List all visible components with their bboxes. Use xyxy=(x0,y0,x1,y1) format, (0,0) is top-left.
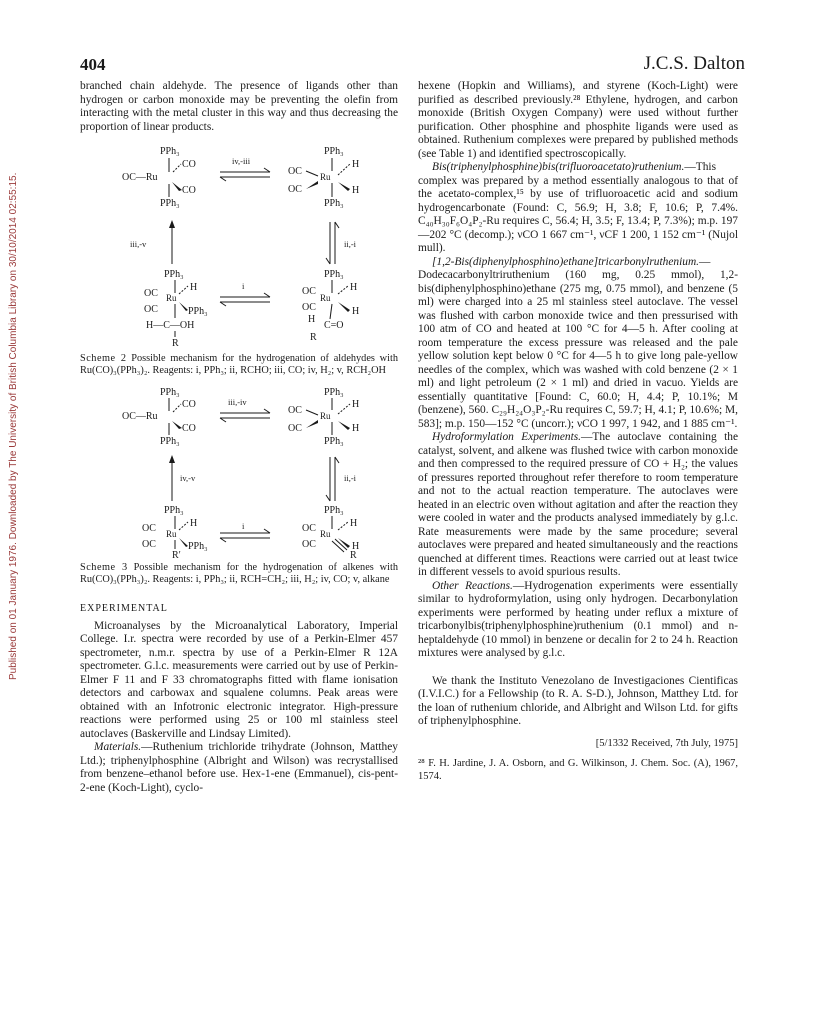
scheme-3-caption-text: Possible mechanism for the hydrogenation of alkenes with Ru(CO)₃(PPh₃)₂. Reagents: i, PPh₃; ii, RCH=CH₂; iii, H₂; iv, CO; v, alkane xyxy=(80,562,398,585)
s3-d-top: PPh₃ xyxy=(324,505,344,516)
p2-text: —This complex was prepared by a method essentially analogous to that of the acetato-complex,¹⁵ by use of trifluoroacetic acid and sodium hydrogencarbonate (Found: C, 56.9; H, 3.8; F, 10.6; P, 7.4%. C₄₀H₃₀F₆O₄P₂-Ru requires C, 56.4; H, 3.5; F, 13.4; P, 7.3%); m.p. 197—202 °C (decomp.); νCO 1 667 cm⁻¹, νCF 1 200, 1 152 cm⁻¹ (Nujol mull). xyxy=(418,161,738,254)
scheme-2-caption-text: Possible mechanism for the hydrogenation of aldehydes with Ru(CO)₃(PPh₃)₂. Reagents: i, PPh₃; ii, RCHO; iii, CO; iv, H₂; v, RCH₂OH xyxy=(80,353,398,376)
reference-28: ²⁸ F. H. Jardine, J. A. Osborn, and G. Wilkinson, J. Chem. Soc. (A), 1967, 1574. xyxy=(418,758,738,782)
s3-d-oc2: OC xyxy=(302,539,316,550)
s3-a-co2: CO xyxy=(182,423,196,434)
journal-title: J.C.S. Dalton xyxy=(643,53,745,74)
s2-b-ru: Ru xyxy=(320,172,331,182)
scheme-3-caption-head: Scheme 3 xyxy=(80,562,128,573)
materials-paragraph xyxy=(80,741,398,795)
s3-arrow-right-label: ii,-i xyxy=(344,473,357,483)
s2-b-h1: H xyxy=(352,159,360,170)
experimental-heading: EXPERIMENTAL xyxy=(80,603,168,614)
s2-c-oc: OC xyxy=(144,288,158,299)
right-paragraph-2 xyxy=(418,161,738,256)
s2-d-h2: H xyxy=(352,306,360,317)
s3-d-h: H xyxy=(350,518,358,529)
right-column xyxy=(418,80,738,783)
right-paragraph-4 xyxy=(418,431,738,580)
s2-b-oc2: OC xyxy=(288,184,302,195)
s3-a-top: PPh₃ xyxy=(160,387,180,398)
s3-b-ru: Ru xyxy=(320,411,331,421)
s3-b-top: PPh₃ xyxy=(324,387,344,398)
s3-c-h: H xyxy=(190,518,198,529)
scheme-2-caption xyxy=(80,353,398,377)
s3-d-h2: H xyxy=(352,541,360,552)
p5-text: —Hydrogenation experiments were essentially similar to hydroformylation, using only hydrogen. Decarbonylation experiments were performed by heating under reflux a mixture of tricarbonylbis(triphenylphosphine)ruthenium (0.1 mmol) and n-heptaldehyde (10 mmol) in benzene or decalin for 2 to 24 h. Reaction mixtures were analysed by g.l.c. xyxy=(418,579,738,659)
s2-d-c: C=O xyxy=(324,320,344,331)
s2-arrow-left-label: iii,-v xyxy=(130,239,147,249)
s2-d-top: PPh₃ xyxy=(324,269,344,280)
download-notice xyxy=(4,80,20,680)
s3-c-oc: OC xyxy=(142,523,156,534)
s3-b-h2: H xyxy=(352,423,360,434)
s2-d-hc: H xyxy=(308,314,316,325)
s3-a-ru: OC—Ru xyxy=(122,411,158,422)
scheme-2-diagram xyxy=(80,134,398,349)
right-paragraph-1: hexene (Hopkin and Williams), and styrene (Koch-Light) were purified as described previously.²⁸ Ethylene, hydrogen, and carbon monoxide (British Oxygen Company) were used without further purification. Other phosphine and phosphite ligands were used as obtained. Ruthenium complexes were prepared by published methods (see Table 1) and identified spectroscopically. xyxy=(418,80,738,160)
s3-c-oc2: OC xyxy=(142,539,156,550)
p3-text: —Dodecacarbonyltriruthenium (160 mg, 0.25 mmol), 1,2-bis(diphenylphosphino)ethane (275 mg, 0.75 mmol), and benzene (5 ml) were charged into a 25 ml stainless steel autoclave. The vessel was flushed with carbon monoxide twice and then pressurised with 100 atm of CO and heated at 100 °C for 4—5 h. After cooling at room temperature the excess pressure was released and the pale yellow solution kept below 0 °C for 4—5 h to give long pale-yellow needles of the complex, which was washed with cold benzene (2 × 1 ml) and light petroleum (2 × 1 ml) and dried in vacuo. Yields are essentially quantitative [Found: C, 60.0; H, 4.4; P, 10.1%; M (benzene), 560. C₂₉H₂₄O₃P₂-Ru requires C, 59.7; H, 4.1; P, 10.6%; M, 583]; m.p. 150—152 °C (uncorr.); νCO 1 997, 1 942, and 1 885 cm⁻¹. xyxy=(418,255,738,430)
page-number: 404 xyxy=(80,55,106,74)
s2-a-top: PPh₃ xyxy=(160,146,180,157)
s2-c-ru: Ru xyxy=(166,293,177,303)
s3-d-oc: OC xyxy=(302,523,316,534)
s3-c-top: PPh₃ xyxy=(164,505,184,516)
s2-d-oc2: OC xyxy=(302,302,316,313)
s2-d-r: R xyxy=(310,332,317,343)
s3-d-ru: Ru xyxy=(320,529,331,539)
s2-b-top: PPh₃ xyxy=(324,146,344,157)
s2-c-hc: H—C—OH xyxy=(146,320,195,331)
s3-arrow-left-label: iv,-v xyxy=(180,473,196,483)
right-paragraph-3 xyxy=(418,256,738,432)
s2-c-h: H xyxy=(190,282,198,293)
s2-a-co1: CO xyxy=(182,159,196,170)
acknowledgement: We thank the Instituto Venezolano de Investigaciones Cientificas (I.V.I.C.) for a Fellowship (to R. A. S-D.), Johnson, Matthey Ltd. for the loan of ruthenium chloride, and Albright and Wilson Ltd. for gifts of triphenylphosphine. xyxy=(418,674,738,727)
s2-d-ru: Ru xyxy=(320,293,331,303)
s3-c-ru: Ru xyxy=(166,529,177,539)
s2-a-co2: CO xyxy=(182,185,196,196)
intro-paragraph: branched chain aldehyde. The presence of ligands other than hydrogen or carbon monoxide may be preventing the olefin from interacting with the metal cluster in this way and thus decreasing the proportion of linear products. xyxy=(80,80,398,133)
experimental-paragraph: Microanalyses by the Microanalytical Laboratory, Imperial College. I.r. spectra were recorded by use of a Perkin-Elmer 457 spectrometer, n.m.r. spectra by use of a Perkin-Elmer R 12A spectrometer. G.l.c. measurements were carried out by use of Perkin-Elmer F 11 and F 33 chromatographs fitted with flame ionisation detectors and carbowax and squalene columns. Peak areas were obtained with an Infotronic electronic integrator. High-pressure reactions were performed using 25 or 100 ml stainless steel autoclaves (Baskerville and Lindsay Limited). xyxy=(80,619,398,740)
s2-b-bot: PPh₃ xyxy=(324,198,344,209)
s3-c-pph: PPh₃ xyxy=(188,541,208,552)
right-paragraph-5 xyxy=(418,580,738,661)
s2-a-bot: PPh₃ xyxy=(160,198,180,209)
s3-c-r: R′ xyxy=(172,550,181,558)
p2-heading: Bis(triphenylphosphine)bis(trifluoroacetato)ruthenium. xyxy=(432,161,685,173)
scheme-3-diagram xyxy=(80,383,398,558)
s2-b-oc: OC xyxy=(288,166,302,177)
s2-arrow-right-label: ii,-i xyxy=(344,239,357,249)
s3-a-bot: PPh₃ xyxy=(160,436,180,447)
p3-heading: [1,2-Bis(diphenylphosphino)ethane]tricarbonylruthenium. xyxy=(432,255,700,268)
s2-a-ru: OC—Ru xyxy=(122,172,158,183)
s2-c-oc2: OC xyxy=(144,304,158,315)
s3-arrow-top-label: iii,-iv xyxy=(228,397,247,407)
s3-d-r: R xyxy=(350,550,357,558)
s2-c-top: PPh₃ xyxy=(164,269,184,280)
s2-arrow-mid-label: i xyxy=(242,281,245,291)
s2-c-pph: PPh₃ xyxy=(188,306,208,317)
s2-c-r: R xyxy=(172,338,179,349)
p4-heading: Hydroformylation Experiments. xyxy=(432,431,582,443)
s2-arrow-top-label: iv,-iii xyxy=(232,156,251,166)
received-line: [5/1332 Received, 7th July, 1975] xyxy=(595,737,738,749)
s2-d-h: H xyxy=(350,282,358,293)
s3-arrow-mid-label: i xyxy=(242,521,245,531)
scheme-2-caption-head: Scheme 2 xyxy=(80,353,127,364)
materials-heading: Materials. xyxy=(94,741,142,753)
s3-a-co1: CO xyxy=(182,399,196,410)
p4-text: —The autoclave containing the catalyst, solvent, and alkene was flushed twice with carbon monoxide and then compressed to the required pressure of CO + H₂; the values of pressures reported throughout refer therefore to room temperature and not to the actual reaction temperature. The autoclaves were heated in an electric oven without agitation and after the reaction they were cooled in water and the products analysed immediately by g.l.c. Rate measurements were made by the same procedure; several autoclaves were prepared and heated simultaneously and the reactions quenched at different times. Reactions were carried out at least twice in different vessels to avoid spurious results. xyxy=(418,431,738,578)
s2-b-h2: H xyxy=(352,185,360,196)
s3-b-oc2: OC xyxy=(288,423,302,434)
p5-heading: Other Reactions. xyxy=(432,579,513,592)
s3-b-bot: PPh₃ xyxy=(324,436,344,447)
s3-b-oc: OC xyxy=(288,405,302,416)
s3-b-h1: H xyxy=(352,399,360,410)
left-column xyxy=(80,80,398,795)
download-notice-text: Published on 01 January 1976. Downloaded by The University of British Columbia Library on 30/10/2014 02:55:15. xyxy=(8,172,19,680)
materials-text: —Ruthenium trichloride trihydrate (Johnson, Matthey Ltd.); triphenylphosphine (Albright and Wilson) was recrystallised from benzene–ethanol before use. Hex-1-ene (Emmanuel), cis-pent-2-ene (Koch-Light), cyclo- xyxy=(80,741,398,794)
scheme-3-caption xyxy=(80,562,398,586)
s2-d-oc: OC xyxy=(302,286,316,297)
